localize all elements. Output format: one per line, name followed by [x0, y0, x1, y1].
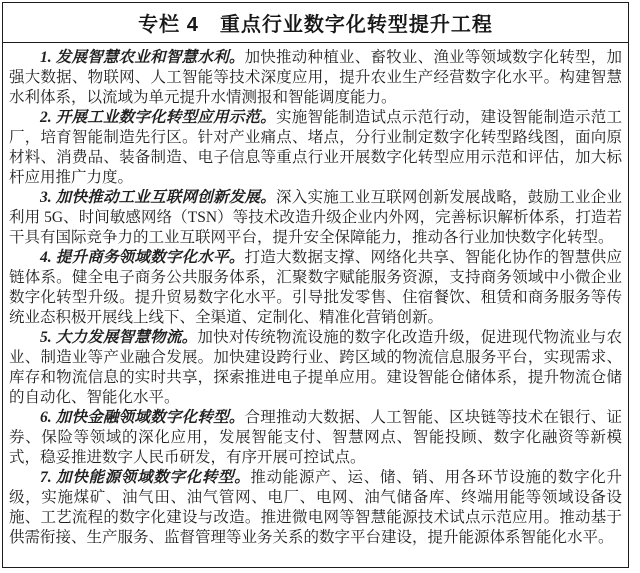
paragraph-4-text: 打造大数据支撑、网络化共享、智能化协作的智慧供应链体系。健全电子商务公共服务体系，汇聚数字赋能服务资源，支持商务领域中小微企业数字化转型升级。提升贸易数字化水平。引导批发零售、住宿餐饮、租赁和商务服务等传统业态积极开展线上线下、全渠道、定制化、精准化营销创新。 — [9, 249, 622, 326]
paragraph-5 — [9, 328, 622, 408]
paragraph-3 — [9, 188, 622, 248]
paragraph-2-text: 实施智能制造试点示范行动，建设智能制造示范工厂，培育智能制造先行区。针对产业痛点、堵点，分行业制定数字化转型路线图，面向原材料、消费品、装备制造、电子信息等重点行业开展数字化转型应用示范和评估，加大标杆应用推广力度。 — [9, 109, 622, 186]
paragraph-3-text: 深入实施工业互联网创新发展战略，鼓励工业企业利用 5G、时间敏感网络（TSN）等技术改造升级企业内外网，完善标识解析体系，打造若干具有国际竞争力的工业互联网平台，提升安全保障能力，推动各行业加快数字化转型。 — [9, 189, 622, 246]
box-title: 专栏 4 重点行业数字化转型提升工程 — [138, 14, 493, 36]
paragraph-6-lead: 6. 加快金融领域数字化转型。 — [40, 409, 245, 426]
paragraph-7-text: 推动能源产、运、储、销、用各环节设施的数字化升级，实施煤矿、油气田、油气管网、电厂、电网、油气储备库、终端用能等领域设备设施、工艺流程的数字化建设与改造。推进微电网等智慧能源技术试点示范应用。推动基于供需衔接、生产服务、监督管理等业务关系的数字平台建设，提升能源体系智能化水平。 — [9, 469, 622, 546]
paragraph-5-text: 加快对传统物流设施的数字化改造升级，促进现代物流业与农业、制造业等产业融合发展。加快建设跨行业、跨区域的物流信息服务平台，实现需求、库存和物流信息的实时共享，探索推进电子提单应用。建设智能仓储体系，提升物流仓储的自动化、智能化水平。 — [9, 329, 622, 406]
paragraph-6 — [9, 408, 622, 468]
paragraph-7-lead: 7. 加快能源领域数字化转型。 — [40, 469, 251, 486]
paragraph-2-lead: 2. 开展工业数字化转型应用示范。 — [40, 109, 277, 126]
paragraph-5-lead: 5. 大力发展智慧物流。 — [40, 329, 198, 346]
paragraph-6-text: 合理推动大数据、人工智能、区块链等技术在银行、证券、保险等领域的深化应用，发展智能支付、智慧网点、智能投顾、数字化融资等新模式，稳妥推进数字人民币研发，有序开展可控试点。 — [9, 409, 622, 466]
paragraph-3-lead: 3. 加快推动工业互联网创新发展。 — [40, 189, 277, 206]
paragraph-4 — [9, 248, 622, 328]
paragraph-1-lead: 1. 发展智慧农业和智慧水利。 — [40, 49, 245, 66]
feature-box — [2, 2, 629, 568]
box-body — [3, 43, 628, 561]
paragraph-1-text: 加快推动种植业、畜牧业、渔业等领域数字化转型，加强大数据、物联网、人工智能等技术深度应用，提升农业生产经营数字化水平。构建智慧水利体系，以流域为单元提升水情测报和智能调度能力。 — [9, 49, 622, 106]
paragraph-2 — [9, 108, 622, 188]
paragraph-1 — [9, 48, 622, 108]
paragraph-7 — [9, 468, 622, 548]
box-title-row — [3, 3, 628, 43]
paragraph-4-lead: 4. 提升商务领域数字化水平。 — [40, 249, 245, 266]
